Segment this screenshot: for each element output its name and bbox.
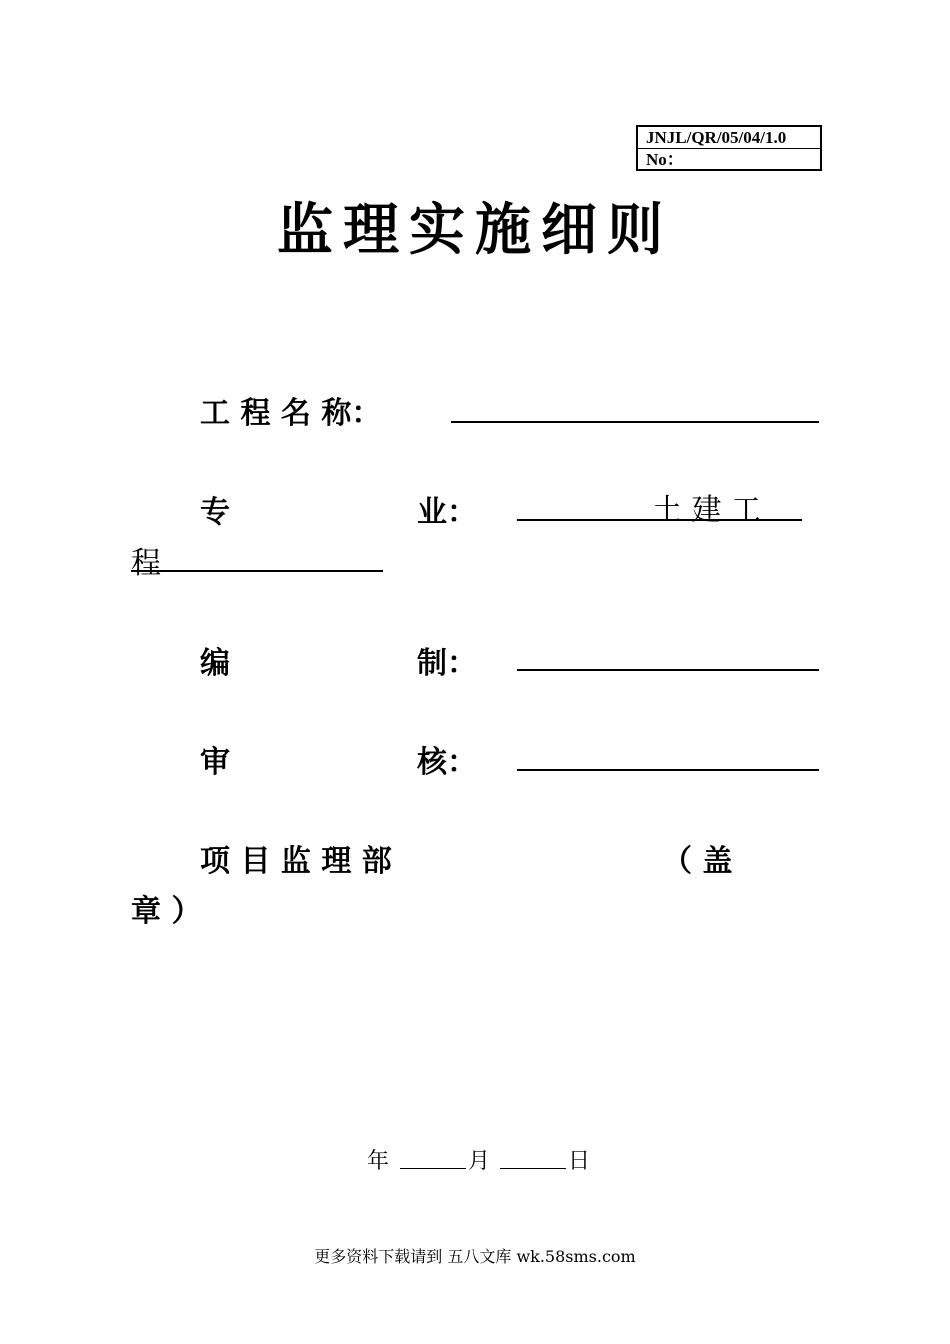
stamp-label-b: 章 ） [131, 894, 202, 929]
specialty-label-b: 业： [417, 495, 477, 530]
dept-label: 项 目 监 理 部 [200, 844, 392, 879]
project-name-line [451, 421, 819, 423]
review-label-b: 核： [417, 745, 477, 780]
stamp-label-a: （ 盖 [662, 844, 733, 879]
doc-code: JNJL/QR/05/04/1.0 [638, 127, 820, 149]
specialty-value-b: 程 [131, 546, 161, 581]
footer-text: 更多资料下载请到 五八文库 wk.58sms.com [314, 1247, 636, 1266]
specialty-line-2 [131, 570, 383, 572]
review-line [517, 769, 819, 771]
date-month-line [400, 1168, 466, 1169]
specialty-value-a: 土 建 工 [652, 493, 762, 528]
compile-line [517, 669, 819, 671]
date-month: 月 [468, 1149, 491, 1174]
specialty-label-a: 专 [200, 495, 230, 530]
compile-label-b: 制： [417, 646, 477, 681]
compile-label-a: 编 [200, 646, 230, 681]
date-year: 年 [367, 1149, 390, 1174]
review-label-a: 审 [200, 745, 230, 780]
date-day-line [500, 1168, 566, 1169]
project-name-label: 工 程 名 称： [200, 396, 382, 431]
date-day: 日 [568, 1149, 591, 1174]
doc-code-box [636, 125, 822, 171]
page-title: 监理实施细则 [277, 198, 673, 263]
doc-no-label: No： [646, 150, 684, 169]
